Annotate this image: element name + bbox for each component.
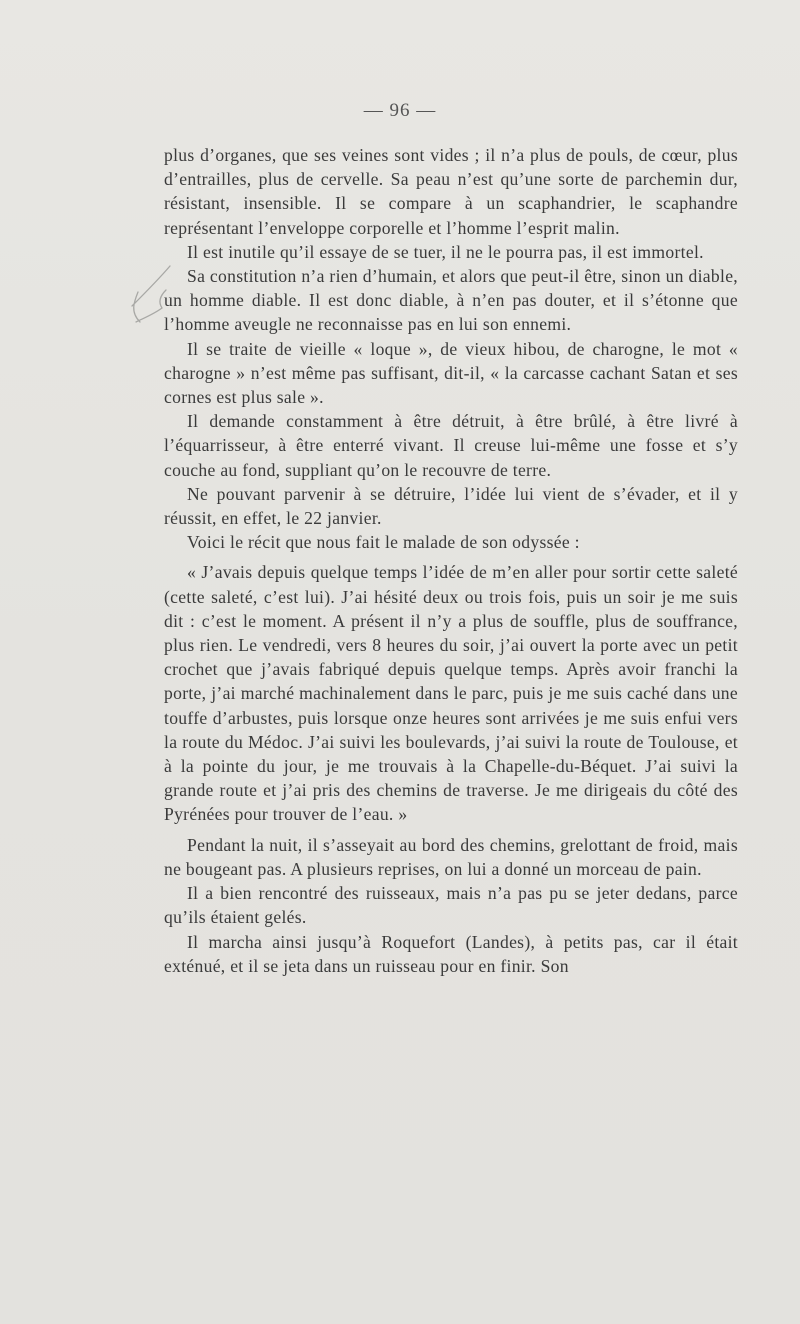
quoted-paragraph: « J’avais depuis quelque temps l’idée de m’en aller pour sortir cette saleté (cette saleté, c’est lui). J’ai hésité deux ou trois fois, puis un soir je me suis dit : c’est le moment. A présent il n’y a plus de souffle, plus de souffrance, plus rien. Le vendredi, vers 8 heures du soir, j’ai ouvert la porte avec un petit crochet que j’avais fabriqué depuis quelque temps. Après avoir franchi la porte, j’ai marché machinalement dans le parc, puis je me suis caché dans une touffe d’arbustes, puis lorsque onze heures sont arrivées je me suis enfui vers la route du Médoc. J’ai suivi les boulevards, j’ai suivi la route de Toulouse, et à la pointe du jour, je me trouvais à la Chapelle-du-Béquet. J’ai suivi la grande route et j’ai pris des chemins de traverse. Je me dirigeais du côté des Pyrénées pour trouver de l’eau. » <box>164 562 738 825</box>
paragraph: Sa constitution n’a rien d’humain, et alors que peut-il être, sinon un diable, un homme diable. Il est donc diable, à n’en pas douter, et il s’étonne que l’homme aveugle ne reconnaisse pas en lui son ennemi. <box>164 266 738 335</box>
paragraph: Voici le récit que nous fait le malade de son odyssée : <box>187 532 580 553</box>
paragraph: Ne pouvant parvenir à se détruire, l’idée lui vient de s’évader, et il y réussit, en effet, le 22 janvier. <box>164 483 738 529</box>
paragraph: Il se traite de vieille « loque », de vieux hibou, de charogne, le mot « charogne » n’est même pas suffisant, dit-il, « la carcasse cachant Satan et ses cornes est plus sale ». <box>164 338 738 408</box>
page-number: — 96 — <box>363 100 437 121</box>
paragraph: Il est inutile qu’il essaye de se tuer, il ne le pourra pas, il est immortel. <box>187 241 704 262</box>
paragraph: Pendant la nuit, il s’asseyait au bord des chemins, grelottant de froid, mais ne bougeant pas. A plusieurs reprises, on lui a donné un morceau de pain. <box>164 834 738 879</box>
paragraph: Il demande constamment à être détruit, à être brûlé, à être livré à l’équarrisseur, à être enterré vivant. Il creuse lui-même une fosse et s’y couche au fond, suppliant qu’on le recouvre de terre. <box>164 411 738 480</box>
paragraph: plus d’organes, que ses veines sont vides ; il n’a plus de pouls, de cœur, plus d’entrailles, plus de cervelle. Sa peau n’est qu’une sorte de parchemin dur, résistant, insensible. Il se compare à un scaphandrier, le scaphandre représentant l’enveloppe corporelle et l’homme l’esprit malin. <box>164 145 738 238</box>
paragraph: Il a bien rencontré des ruisseaux, mais n’a pas pu se jeter dedans, parce qu’ils étaient gelés. <box>164 883 738 928</box>
paragraph: Il marcha ainsi jusqu’à Roquefort (Landes), à petits pas, car il était exténué, et il se jeta dans un ruisseau pour en finir. Son <box>164 931 738 976</box>
body-text <box>164 143 738 978</box>
